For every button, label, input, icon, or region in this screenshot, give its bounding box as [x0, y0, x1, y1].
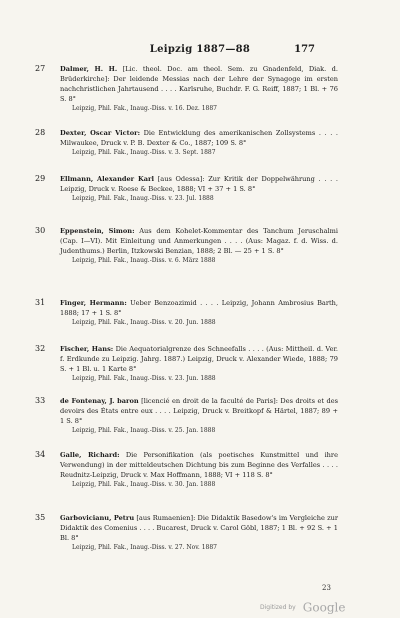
- entry-body: [licencié en droit de la faculté de Paris]: Des droits et des devoirs des États entre eux . . . . Leipzig, Druck v. Breitkopf & Härtel, 1887; 89 + 1 S. 8°: [60, 397, 338, 425]
- google-logo: Google: [302, 600, 346, 615]
- entry-number: 29: [35, 174, 46, 183]
- entry-number: 30: [35, 226, 46, 235]
- entry-27: [35, 64, 338, 113]
- entry-body: Ueber Benzoazimid . . . . Leipzig, Johann Ambrosius Barth, 1888; 17 + 1 S. 8°: [60, 299, 338, 317]
- entry-author: Finger, Hermann:: [60, 299, 127, 307]
- entry-number: 31: [35, 298, 46, 307]
- running-header: [0, 44, 400, 58]
- entry-author: Dalmer, H. H.: [60, 65, 118, 73]
- page-title: Leipzig 1887—88: [149, 44, 251, 55]
- page-number: 177: [294, 44, 315, 55]
- entry-text: [60, 174, 338, 194]
- entry-text: [60, 226, 338, 256]
- entry-publication: Leipzig, Phil. Fak., Inaug.-Diss. v. 20. Jun. 1888: [72, 319, 216, 326]
- entry-body: [aus Rumaenien]: Die Didaktik Basedow's im Vergleiche zur Didaktik des Comenius . . . . Bucarest, Druck v. Carol Göbl, 1887; 1 Bl. + 92 S. + 1 Bl. 8°: [60, 514, 338, 542]
- entry-29: [35, 174, 338, 203]
- entry-30: [35, 226, 338, 265]
- entry-text: [60, 344, 338, 374]
- entry-publication: Leipzig, Phil. Fak., Inaug.-Diss. v. 23. Jun. 1888: [72, 375, 216, 382]
- entry-text: [60, 64, 338, 104]
- entry-author: Galle, Richard:: [60, 451, 120, 459]
- entry-32: [35, 344, 339, 383]
- entry-text: [60, 298, 338, 318]
- entry-author: Eppenstein, Simon:: [60, 227, 135, 235]
- entry-28: [35, 128, 338, 157]
- entry-33: [35, 396, 338, 435]
- entry-publication: Leipzig, Phil. Fak., Inaug.-Diss. v. 30. Jan. 1888: [72, 481, 216, 488]
- entry-body: Die Personifikation (als poetisches Kunstmittel und ihre Verwendung) in der mitteldeutschen Dichtung bis zum Beginne des Verfalles . . . . Reudnitz-Leipzig, Druck v. Max Hoffmann, 1888; VI + 118 S. 8°: [60, 451, 338, 479]
- entry-body: Aus dem Kohelet-Kommentar des Tanchum Jeruschalmi (Cap. I—VI). Mit Einleitung und Anmerkungen . . . . (Aus: Magaz. f. d. Wiss. d. Judenthums.) Berlin, Itzkowski Benzian, 1888; 2 Bl. — 25 + 1 S. 8°: [60, 227, 338, 255]
- entry-body: [aus Odessa]: Zur Kritik der Doppelwährung . . . . Leipzig, Druck v. Roese & Beckee, 1888; VI + 37 + 1 S. 8°: [60, 175, 338, 193]
- entry-number: 27: [35, 64, 46, 73]
- entry-number: 32: [35, 344, 46, 353]
- entry-publication: Leipzig, Phil. Fak., Inaug.-Diss. v. 27. Nov. 1887: [72, 544, 217, 551]
- signature-mark: 23: [322, 584, 331, 592]
- entry-author: Garbovicianu, Petru: [60, 514, 135, 522]
- entry-35: [35, 513, 338, 552]
- entry-34: [35, 450, 338, 489]
- entry-publication: Leipzig, Phil. Fak., Inaug.-Diss. v. 23. Jul. 1888: [72, 195, 214, 202]
- entry-author: de Fontenay, J. baron: [60, 397, 139, 405]
- entry-publication: Leipzig, Phil. Fak., Inaug.-Diss. v. 6. März 1888: [72, 257, 216, 264]
- entry-31: [35, 298, 338, 327]
- entry-text: [60, 450, 338, 480]
- entry-number: 35: [35, 513, 46, 522]
- entry-number: 28: [35, 128, 46, 137]
- entry-author: Ellmann, Alexander Karl: [60, 175, 155, 183]
- entry-number: 34: [35, 450, 46, 459]
- digitized-by-google-watermark: [260, 597, 345, 613]
- entry-text: [60, 128, 338, 148]
- entry-publication: Leipzig, Phil. Fak., Inaug.-Diss. v. 16. Dez. 1887: [72, 105, 217, 112]
- entry-publication: Leipzig, Phil. Fak., Inaug.-Diss. v. 25. Jan. 1888: [72, 427, 216, 434]
- entry-text: [60, 396, 338, 426]
- entry-publication: Leipzig, Phil. Fak., Inaug.-Diss. v. 3. Sept. 1887: [72, 149, 216, 156]
- entry-author: Fischer, Hans:: [60, 345, 114, 353]
- entry-body: Die Aequatorialgrenze des Schneefalls . . . . (Aus: Mittheil. d. Ver. f. Erdkunde zu Leipzig. Jahrg. 1887.) Leipzig, Druck v. Alexander Wiede, 1888; 79 S. + 1 Bl. u. 1 Karte 8°: [60, 345, 339, 373]
- entry-text: [60, 513, 338, 543]
- entry-author: Dexter, Oscar Victor:: [60, 129, 141, 137]
- entry-body: [Lic. theol. Doc. am theol. Sem. zu Gnadenfeld, Diak. d. Brüderkirche]: Der leidende Messias nach der Lehre der Synagoge im ersten nachchristlichen Jahrtausend . . . . Karlsruhe, Buchdr. F. G. Reiff, 1887; 1 Bl. + 76 S. 8°: [60, 65, 338, 103]
- entry-body: Die Entwicklung des amerikanischen Zollsystems . . . . Milwaukee, Druck v. P. B. Dexter & Co., 1887; 109 S. 8°: [60, 129, 338, 147]
- watermark-prefix: Digitized by: [260, 604, 296, 611]
- entry-number: 33: [35, 396, 46, 405]
